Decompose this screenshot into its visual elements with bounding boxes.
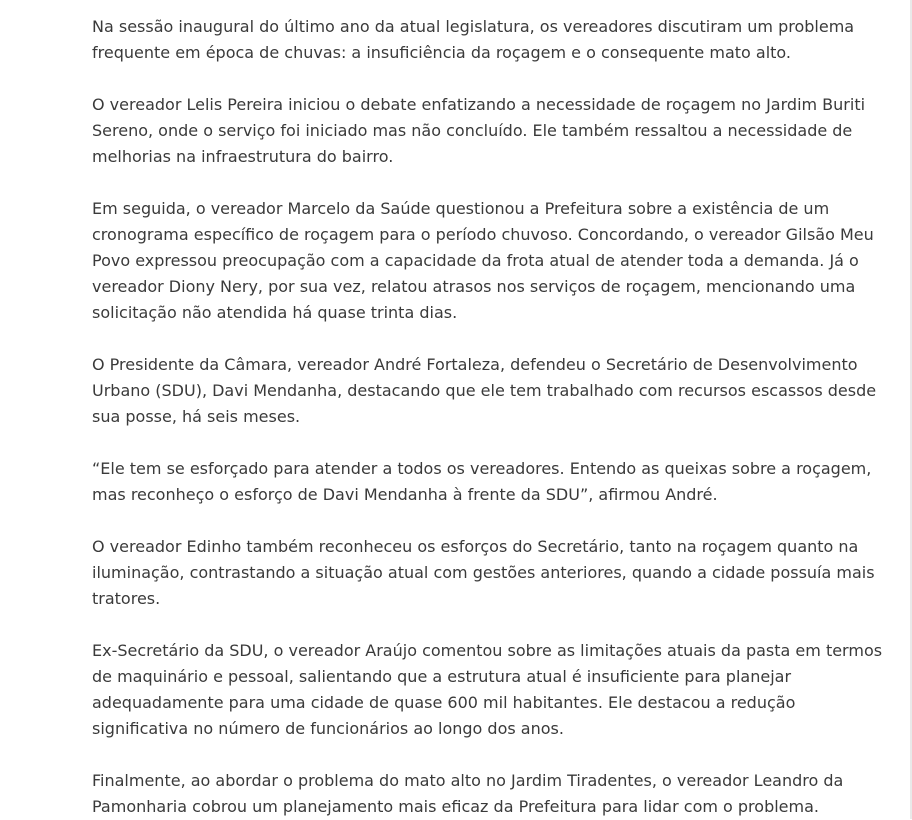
paragraph: Ex-Secretário da SDU, o vereador Araújo comentou sobre as limitações atuais da pasta em termos de maquinário e pessoal, salientando que a estrutura atual é insuficiente para planejar adequadamente para uma cidade de quase 600 mil habitantes. Ele destacou a redução significativa no número de funcionários ao longo dos anos. — [92, 641, 883, 738]
article-body — [92, 14, 892, 820]
paragraph: O Presidente da Câmara, vereador André Fortaleza, defendeu o Secretário de Desenvolvimento Urbano (SDU), Davi Mendanha, destacando que ele tem trabalhado com recursos escassos desde sua posse, há seis meses. — [92, 355, 877, 426]
paragraph: “Ele tem se esforçado para atender a todos os vereadores. Entendo as queixas sobre a roçagem, mas reconheço o esforço de Davi Mendanha à frente da SDU”, afirmou André. — [92, 459, 872, 504]
paragraph: Na sessão inaugural do último ano da atual legislatura, os vereadores discutiram um problema frequente em época de chuvas: a insuficiência da roçagem e o consequente mato alto. — [92, 17, 855, 62]
paragraph: O vereador Lelis Pereira iniciou o debate enfatizando a necessidade de roçagem no Jardim Buriti Sereno, onde o serviço foi iniciado mas não concluído. Ele também ressaltou a necessidade de melhorias na infraestrutura do bairro. — [92, 95, 866, 166]
paragraph: O vereador Edinho também reconheceu os esforços do Secretário, tanto na roçagem quanto na iluminação, contrastando a situação atual com gestões anteriores, quando a cidade possuía mais tratores. — [92, 537, 875, 608]
paragraph: Em seguida, o vereador Marcelo da Saúde questionou a Prefeitura sobre a existência de um cronograma específico de roçagem para o período chuvoso. Concordando, o vereador Gilsão Meu Povo expressou preocupação com a capacidade da frota atual de atender toda a demanda. Já o vereador Diony Nery, por sua vez, relatou atrasos nos serviços de roçagem, mencionando uma solicitação não atendida há quase trinta dias. — [92, 199, 874, 322]
paragraph: Finalmente, ao abordar o problema do mato alto no Jardim Tiradentes, o vereador Leandro da Pamonharia cobrou um planejamento mais eficaz da Prefeitura para lidar com o problema. — [92, 771, 844, 816]
